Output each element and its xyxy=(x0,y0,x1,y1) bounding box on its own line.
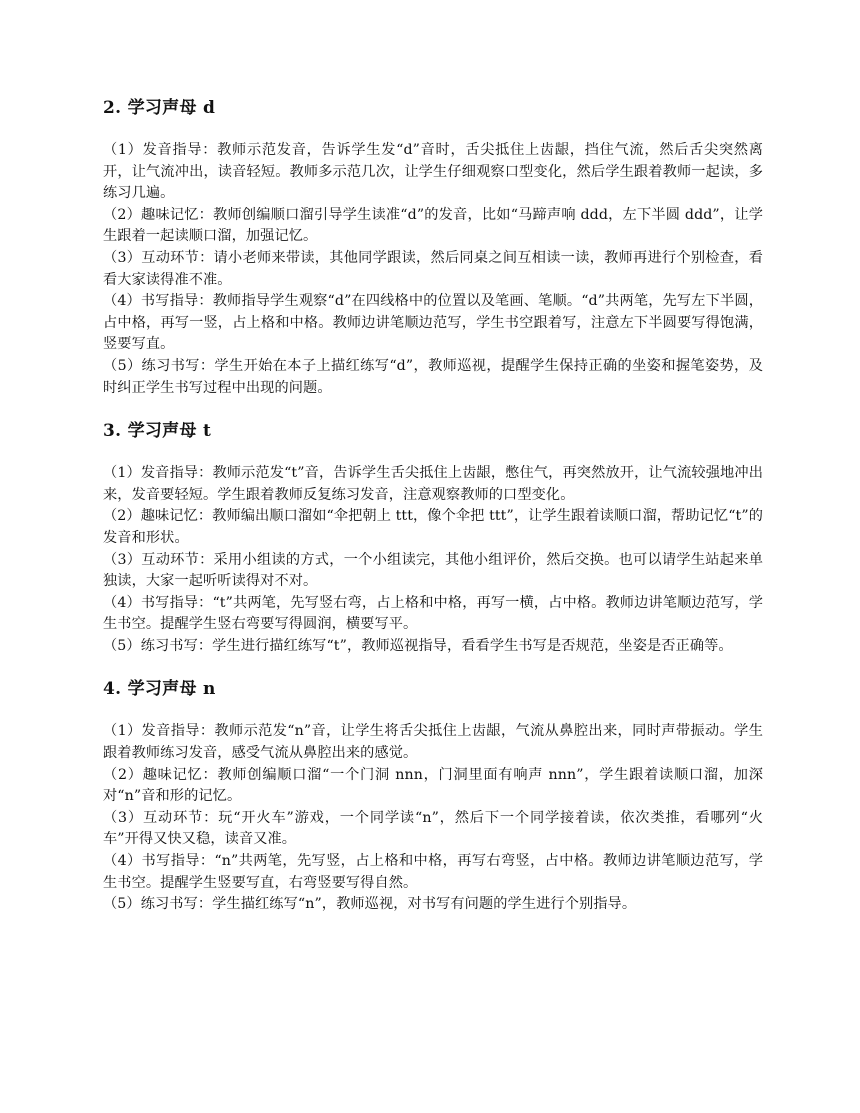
paragraph: （3）互动环节：采用小组读的方式，一个小组读完，其他小组评价，然后交换。也可以请学生站起来单独读，大家一起听听读得对不对。 xyxy=(103,551,763,590)
paragraph: （4）书写指导：教师指导学生观察“d”在四线格中的位置以及笔画、笔顺。“d”共两笔，先写左下半圆，占中格，再写一竖，占上格和中格。教师边讲笔顺边范写，学生书空跟着写，注意左下半圆要写得饱满，竖要写直。 xyxy=(103,293,763,353)
paragraph: （1）发音指导：教师示范发“n”音，让学生将舌尖抵住上齿龈，气流从鼻腔出来，同时声带振动。学生跟着教师练习发音，感受气流从鼻腔出来的感觉。 xyxy=(103,723,763,762)
paragraph: （1）发音指导：教师示范发音，告诉学生发“d”音时，舌尖抵住上齿龈，挡住气流，然后舌尖突然离开，让气流冲出，读音轻短。教师多示范几次，让学生仔细观察口型变化，然后学生跟着教师一起读，多练习几遍。 xyxy=(103,142,763,202)
paragraph: （1）发音指导：教师示范发“t”音，告诉学生舌尖抵住上齿龈，憋住气，再突然放开，让气流较强地冲出来，发音要轻短。学生跟着教师反复练习发音，注意观察教师的口型变化。 xyxy=(103,465,763,503)
paragraph: （5）练习书写：学生进行描红练写“t”，教师巡视指导，看看学生书写是否规范，坐姿是否正确等。 xyxy=(103,637,733,654)
paragraph: （2）趣味记忆：教师编出顺口溜如“伞把朝上 ttt，像个伞把 ttt”，让学生跟着读顺口溜，帮助记忆“t”的发音和形状。 xyxy=(103,508,763,546)
section-heading: 3. 学习声母 t xyxy=(103,421,212,442)
paragraph: （3）互动环节：玩“开火车”游戏，一个同学读“n”，然后下一个同学接着读，依次类推，看哪列“火车”开得又快又稳，读音又准。 xyxy=(103,809,763,848)
paragraph: （2）趣味记忆：教师创编顺口溜“一个门洞 nnn，门洞里面有响声 nnn”，学生跟着读顺口溜，加深对“n”音和形的记忆。 xyxy=(103,766,763,805)
paragraph: （5）练习书写：学生开始在本子上描红练写“d”，教师巡视，提醒学生保持正确的坐姿和握笔姿势，及时纠正学生书写过程中出现的问题。 xyxy=(103,357,763,396)
section-heading: 2. 学习声母 d xyxy=(103,98,216,118)
section-initial-n xyxy=(103,677,763,915)
paragraph: （4）书写指导：“t”共两笔，先写竖右弯，占上格和中格，再写一横，占中格。教师边讲笔顺边范写，学生书空。提醒学生竖右弯要写得圆润，横要写平。 xyxy=(103,594,763,633)
paragraph: （2）趣味记忆：教师创编顺口溜引导学生读准“d”的发音，比如“马蹄声响 ddd，左下半圆 ddd”，让学生跟着一起读顺口溜，加强记忆。 xyxy=(103,206,763,245)
section-initial-t xyxy=(103,419,763,657)
section-heading: 4. 学习声母 n xyxy=(103,679,216,700)
paragraph: （4）书写指导：“n”共两笔，先写竖，占上格和中格，再写右弯竖，占中格。教师边讲笔顺边范写，学生书空。提醒学生竖要写直，右弯竖要写得自然。 xyxy=(103,853,763,891)
paragraph: （3）互动环节：请小老师来带读，其他同学跟读，然后同桌之间互相读一读，教师再进行个别检查，看看大家读得准不准。 xyxy=(103,249,763,288)
document-page xyxy=(103,96,763,916)
section-initial-d xyxy=(103,96,763,399)
paragraph: （5）练习书写：学生描红练写“n”，教师巡视，对书写有问题的学生进行个别指导。 xyxy=(103,896,637,913)
